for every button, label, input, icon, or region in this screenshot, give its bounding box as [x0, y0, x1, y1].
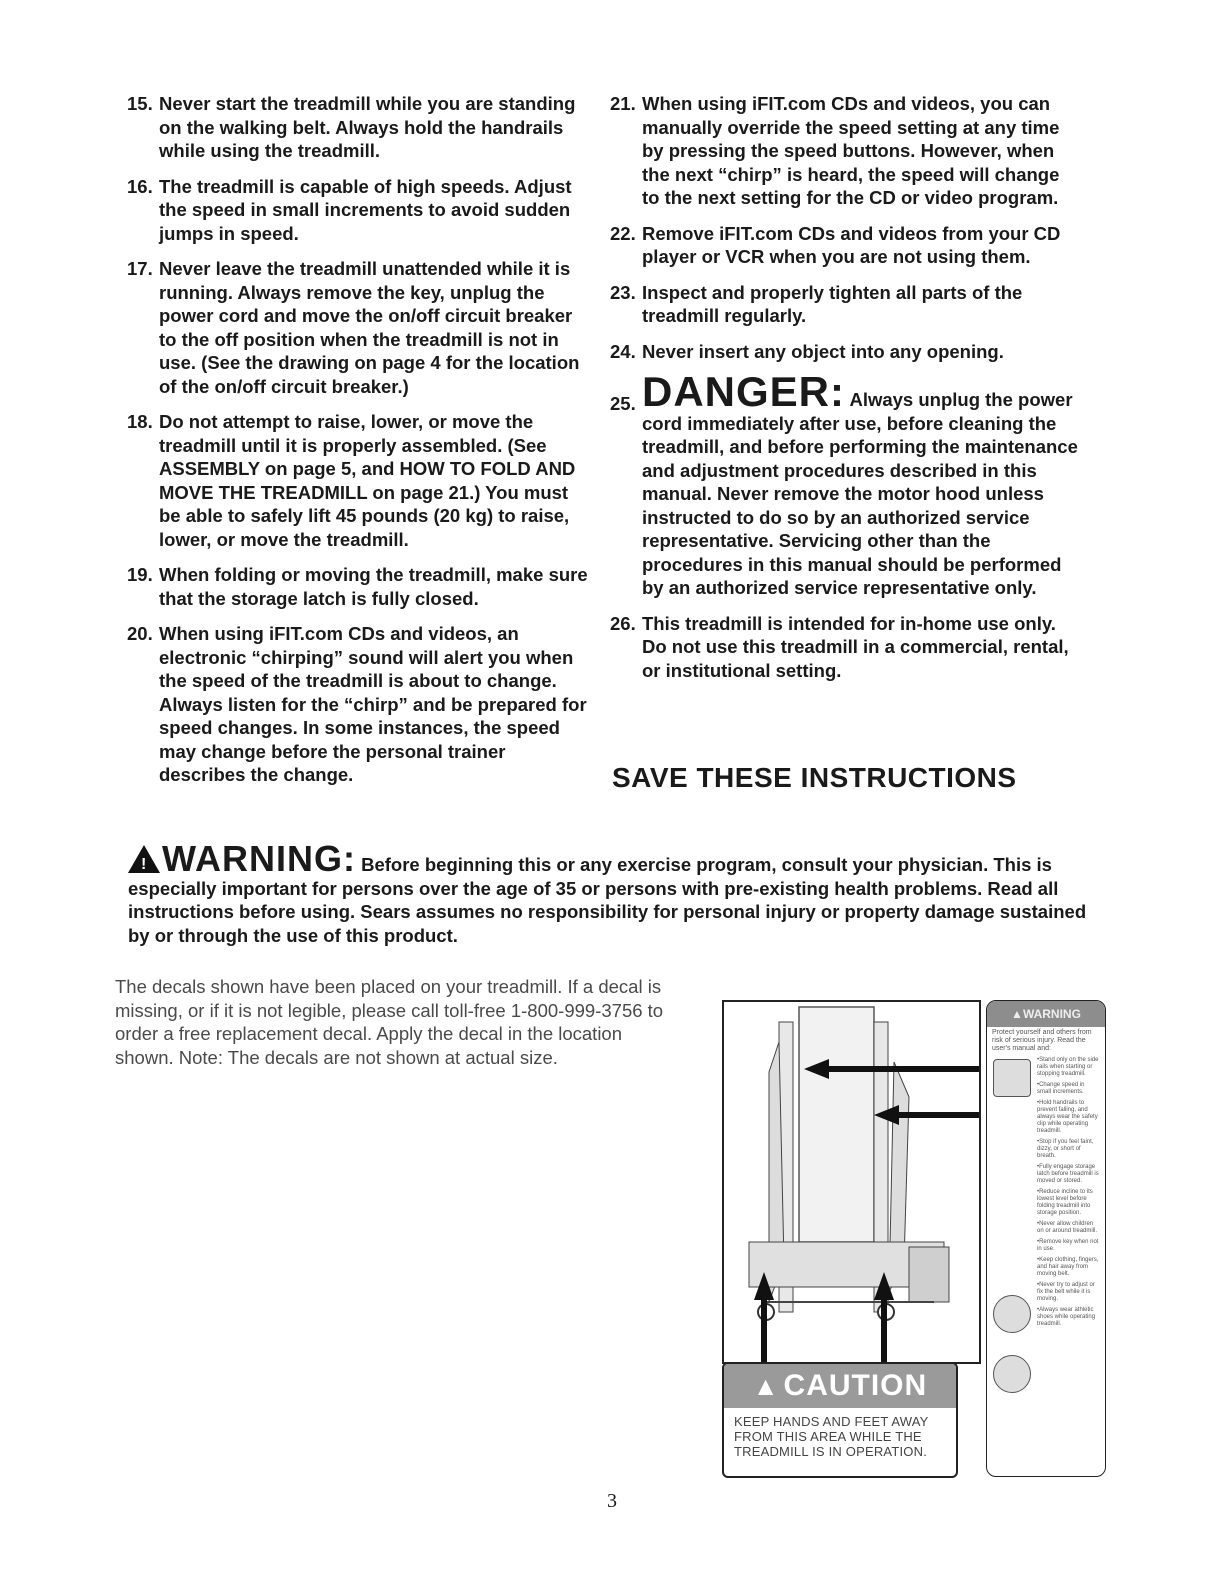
- warning-decal-triangle-icon: ▲: [1011, 1007, 1023, 1021]
- warning-decal-title: WARNING: [1022, 1007, 1081, 1021]
- caution-title: CAUTION: [783, 1369, 928, 1402]
- list-item: 23. Inspect and properly tighten all parts of the treadmill regularly.: [610, 281, 1023, 326]
- warning-triangle-icon: !: [128, 845, 160, 873]
- decal-intro-paragraph: The decals shown have been placed on your treadmill. If a decal is missing, or if it is not legible, please call toll-free 1-800-999-3756 to order a free replacement decal. Apply the decal in the location shown. Note: The decals are not shown at actual size.: [115, 976, 664, 1068]
- right-column: [610, 92, 1080, 694]
- list-item: 20. When using iFIT.com CDs and videos, an electronic “chirping” sound will alert you when the speed of the treadmill is about to change. Always listen for the “chirp” and be prepared for speed changes. In some instances, the speed may change before the personal trainer describes the change.: [127, 623, 587, 785]
- list-item: 17. Never leave the treadmill unattended while it is running. Always remove the key, unplug the power cord and move the on/off circuit breaker to the off position when the treadmill is not in use. (See the drawing on page 4 for the location of the on/off circuit breaker.): [127, 258, 580, 397]
- moving-belt-pictogram-icon: [993, 1355, 1031, 1393]
- caution-triangle-icon: ▲: [752, 1370, 780, 1401]
- left-column: [127, 92, 592, 799]
- danger-heading: DANGER:: [642, 368, 845, 415]
- warning-text: Before beginning this or any exercise program, consult your physician. This is especially important for persons over the age of 35 or persons with pre-existing health problems. Read all instructions before using. Sears assumes no responsibility for personal injury or property damage sustained by or through the use of this product.: [128, 854, 1087, 946]
- warning-decal: ▲WARNING Protect yourself and others from risk of serious injury. Read the user's manual and: •Stand only on the side rails when starting or stopping treadmill. •Change speed in small increments. •Hold handrails to prevent falling, and always wear the safety clip while operating treadmill. •Stop if you feel faint, dizzy, or short of breath. •Fully engage storage latch before treadmill is moved or stored. •Reduce incline to its lowest level before folding treadmill into storage position. •Never allow children on or around treadmill. •Remove key when not in use. •Keep clothing, fingers, and hair away from moving belt. •Never try to adjust or fix the belt while it is moving. •Always wear athletic shoes while operating treadmill.: [986, 1000, 1106, 1477]
- list-item: 16. The treadmill is capable of high speeds. Adjust the speed in small increments to avoid sudden jumps in speed.: [127, 175, 572, 244]
- danger-item: 25. DANGER: Always unplug the power cord immediately after use, before cleaning the treadmill, and before performing the maintenance and adjustment procedures described in this manual. Never remove the motor hood unless instructed to do so by an authorized service representative. Servicing other than the procedures in this manual should be performed by an authorized service representative only.: [610, 368, 1078, 598]
- list-item: 19. When folding or moving the treadmill, make sure that the storage latch is fully closed.: [127, 564, 588, 609]
- list-item: 24. Never insert any object into any opening.: [610, 340, 1004, 362]
- side-rail-pictogram-icon: [993, 1059, 1031, 1097]
- page-number: 3: [607, 1490, 617, 1512]
- save-instructions-heading: SAVE THESE INSTRUCTIONS: [612, 762, 1017, 793]
- list-item: 26. This treadmill is intended for in-home use only. Do not use this treadmill in a commercial, rental, or institutional setting.: [610, 612, 1069, 681]
- list-item: 15. Never start the treadmill while you are standing on the walking belt. Always hold the handrails while using the treadmill.: [127, 93, 576, 161]
- warning-heading: WARNING:: [162, 838, 356, 879]
- list-item: 22. Remove iFIT.com CDs and videos from your CD player or VCR when you are not using them.: [610, 222, 1061, 267]
- treadmill-drawing-icon: [724, 1002, 979, 1362]
- treadmill-illustration: [722, 1000, 981, 1364]
- list-item: 18. Do not attempt to raise, lower, or move the treadmill until it is properly assembled. (See ASSEMBLY on page 5, and HOW TO FOLD AND MOVE THE TREADMILL on page 21.) You must be able to safely lift 45 pounds (20 kg) to raise, lower, or move the treadmill.: [127, 411, 576, 550]
- list-item: 21. When using iFIT.com CDs and videos, you can manually override the speed setting at any time by pressing the speed buttons. However, when the next “chirp” is heard, the speed will change to the next setting for the CD or video program.: [610, 93, 1060, 208]
- warning-block: [128, 838, 1088, 947]
- danger-text: Always unplug the power cord immediately after use, before cleaning the treadmill, and before performing the maintenance and adjustment procedures described in this manual. Never remove the motor hood unless instructed to do so by an authorized service representative. Servicing other than the procedures in this manual should be performed by an authorized service representative only.: [642, 389, 1078, 598]
- caution-decal: ▲ CAUTION KEEP HANDS AND FEET AWAY FROM THIS AREA WHILE THE TREADMILL IS IN OPERATION.: [722, 1362, 958, 1478]
- child-warning-pictogram-icon: [993, 1295, 1031, 1333]
